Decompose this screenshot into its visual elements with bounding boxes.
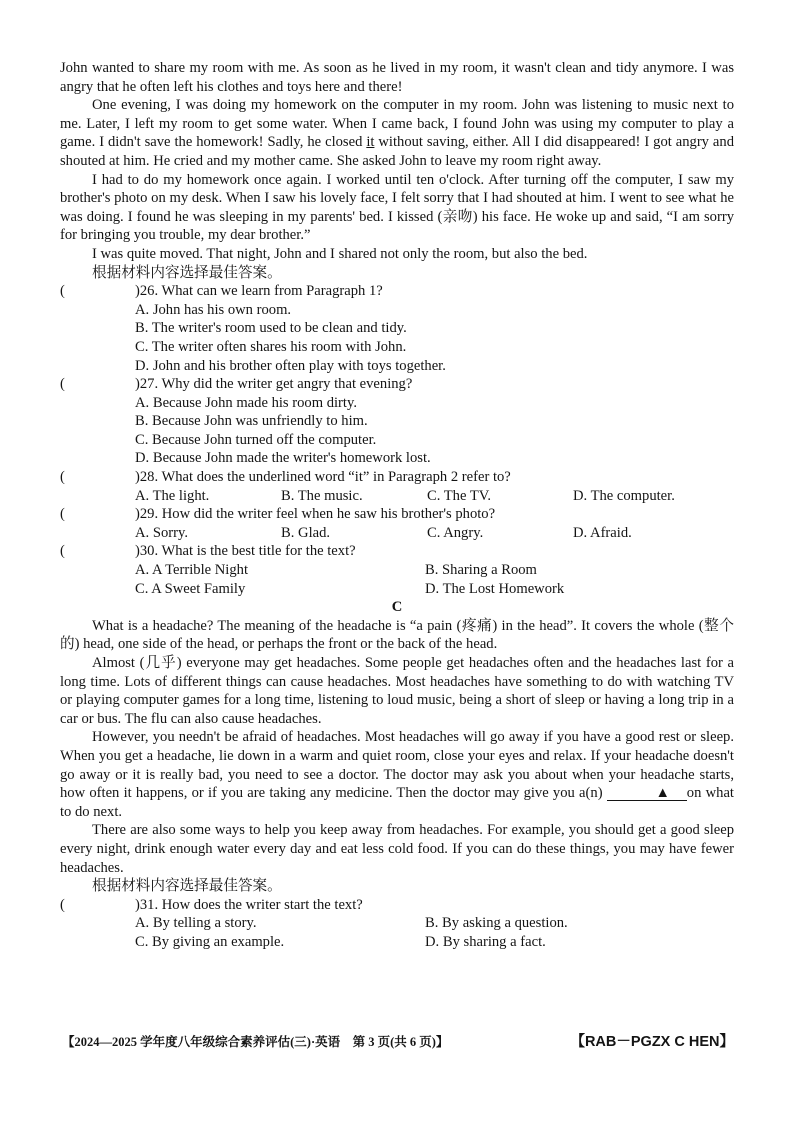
passage-c-paragraph-2: Almost (几乎) everyone may get headaches. Some people get headaches often and the headaches last for a long time. Lots of different things can cause headaches. Most headaches have something to do with watching TV or playing computer games for a long time, listening to loud music, being a short of sleep or having a long trip in a car or bus. The flu can also cause headaches.: [60, 655, 734, 727]
footer-exam-info: 【2024—2025 学年度八年级综合素养评估(三)·英语 第 3 页(共 6 页)】: [62, 1034, 449, 1049]
option-d: D. By sharing a fact.: [425, 933, 546, 950]
option-b: B. Sharing a Room: [425, 562, 537, 579]
option-c: C. The writer often shares his room with John.: [135, 338, 407, 355]
page-footer: [62, 1030, 734, 1051]
option-b: B. Glad.: [281, 524, 331, 541]
passage-c-paragraph-1: What is a headache? The meaning of the headache is “a pain (疼痛) in the head”. It covers the whole (整个的) head, one side of the head, or perhaps the front or the back of the head.: [60, 617, 734, 653]
fill-in-blank: ▲: [607, 786, 687, 801]
option-a: A. A Terrible Night: [135, 562, 249, 579]
option-d: D. The Lost Homework: [425, 580, 565, 597]
question-stem: )29. How did the writer feel when he saw his brother's photo?: [135, 506, 496, 523]
passage-c-paragraph-4: There are also some ways to help you keep away from headaches. For example, you should get a good sleep every night, drink enough water every day and eat less cold food. If you can do these things, you may have fewer headaches.: [60, 822, 734, 876]
question-28: [60, 468, 734, 505]
question-29: [60, 505, 734, 542]
option-d: D. Because John made the writer's homework lost.: [135, 450, 431, 467]
p2-text-before: One evening, I was doing my homework on the computer in my room. John was listening to music next to me. Later, I left my room to get some water. When I came back, I found John was using my computer to play a game. I didn't save the homework! Sadly, he closed: [60, 97, 734, 151]
answer-paren: (: [60, 376, 65, 393]
answer-paren: (: [60, 469, 65, 486]
option-d: D. Afraid.: [573, 524, 632, 541]
question-27: [60, 375, 734, 468]
option-c: C. By giving an example.: [135, 933, 285, 950]
option-d: D. John and his brother often play with toys together.: [135, 357, 446, 374]
passage-b-paragraph-4: I was quite moved. That night, John and I shared not only the room, but also the bed.: [92, 245, 588, 262]
option-b: B. The writer's room used to be clean and tidy.: [135, 320, 407, 337]
option-b: B. By asking a question.: [425, 915, 568, 932]
answer-paren: (: [60, 506, 65, 523]
question-31: [60, 896, 734, 952]
passage-c-paragraph-3: [60, 728, 734, 821]
page-content: [60, 59, 734, 952]
answer-paren: (: [60, 896, 65, 913]
section-heading-c: C: [391, 599, 403, 616]
option-a: A. By telling a story.: [135, 915, 257, 932]
passage-b-paragraph-2: [60, 96, 734, 170]
p3-text-before: However, you needn't be afraid of headaches. Most headaches will go away if you have a good rest or sleep. When you get a headache, lie down in a warm and quiet room, close your eyes and relax. If your headache doesn't go away or it is really bad, you need to see a doctor. The doctor may ask you about when your headache starts, how often it happens, or if you are taking any medicine. Then the doctor may give you a(n): [60, 729, 734, 802]
option-c: C. Angry.: [427, 524, 484, 541]
answer-paren: (: [60, 283, 65, 300]
question-30: [60, 542, 734, 598]
option-a: A. The light.: [135, 487, 210, 504]
p2-text-after: without saving, either. All I did disappeared! I got angry and shouted at him. He cried and my mother came. She asked John to leave my room right away.: [60, 134, 734, 169]
option-b: B. Because John was unfriendly to him.: [135, 413, 368, 430]
option-a: A. Because John made his room dirty.: [135, 394, 357, 411]
answer-paren: (: [60, 543, 65, 560]
option-c: C. Because John turned off the computer.: [135, 431, 377, 448]
option-b: B. The music.: [281, 487, 363, 504]
footer-code: 【RAB－PGZX C HEN】: [570, 1034, 734, 1050]
question-stem: )26. What can we learn from Paragraph 1?: [135, 283, 383, 300]
underlined-word-it: it: [366, 134, 375, 151]
question-stem: )27. Why did the writer get angry that evening?: [135, 376, 413, 393]
passage-b-instruction: 根据材料内容选择最佳答案。: [92, 264, 282, 281]
question-26: [60, 282, 734, 375]
option-d: D. The computer.: [573, 487, 675, 504]
option-a: A. John has his own room.: [135, 301, 292, 318]
option-c: C. The TV.: [427, 487, 492, 504]
question-stem: )31. How does the writer start the text?: [135, 896, 363, 913]
question-stem: )28. What does the underlined word “it” in Paragraph 2 refer to?: [135, 469, 511, 486]
option-a: A. Sorry.: [135, 524, 188, 541]
passage-c-instruction: 根据材料内容选择最佳答案。: [92, 878, 282, 895]
p3-text-after: on what to do next.: [60, 785, 734, 820]
passage-b-paragraph-1: John wanted to share my room with me. As soon as he lived in my room, it wasn't clean and tidy anymore. I was angry that he often left his clothes and toys here and there!: [60, 60, 734, 95]
passage-b-paragraph-3: I had to do my homework once again. I worked until ten o'clock. After turning off the computer, I saw my brother's photo on my desk. When I saw his lovely face, I felt sorry that I had shouted at him. I went to see what he was doing. I found he was sleeping in my parents' bed. I kissed (亲吻) his face. He woke up and said, “I am sorry for bringing you trouble, my dear brother.”: [60, 171, 734, 244]
question-stem: )30. What is the best title for the text?: [135, 543, 356, 560]
option-c: C. A Sweet Family: [135, 580, 246, 597]
